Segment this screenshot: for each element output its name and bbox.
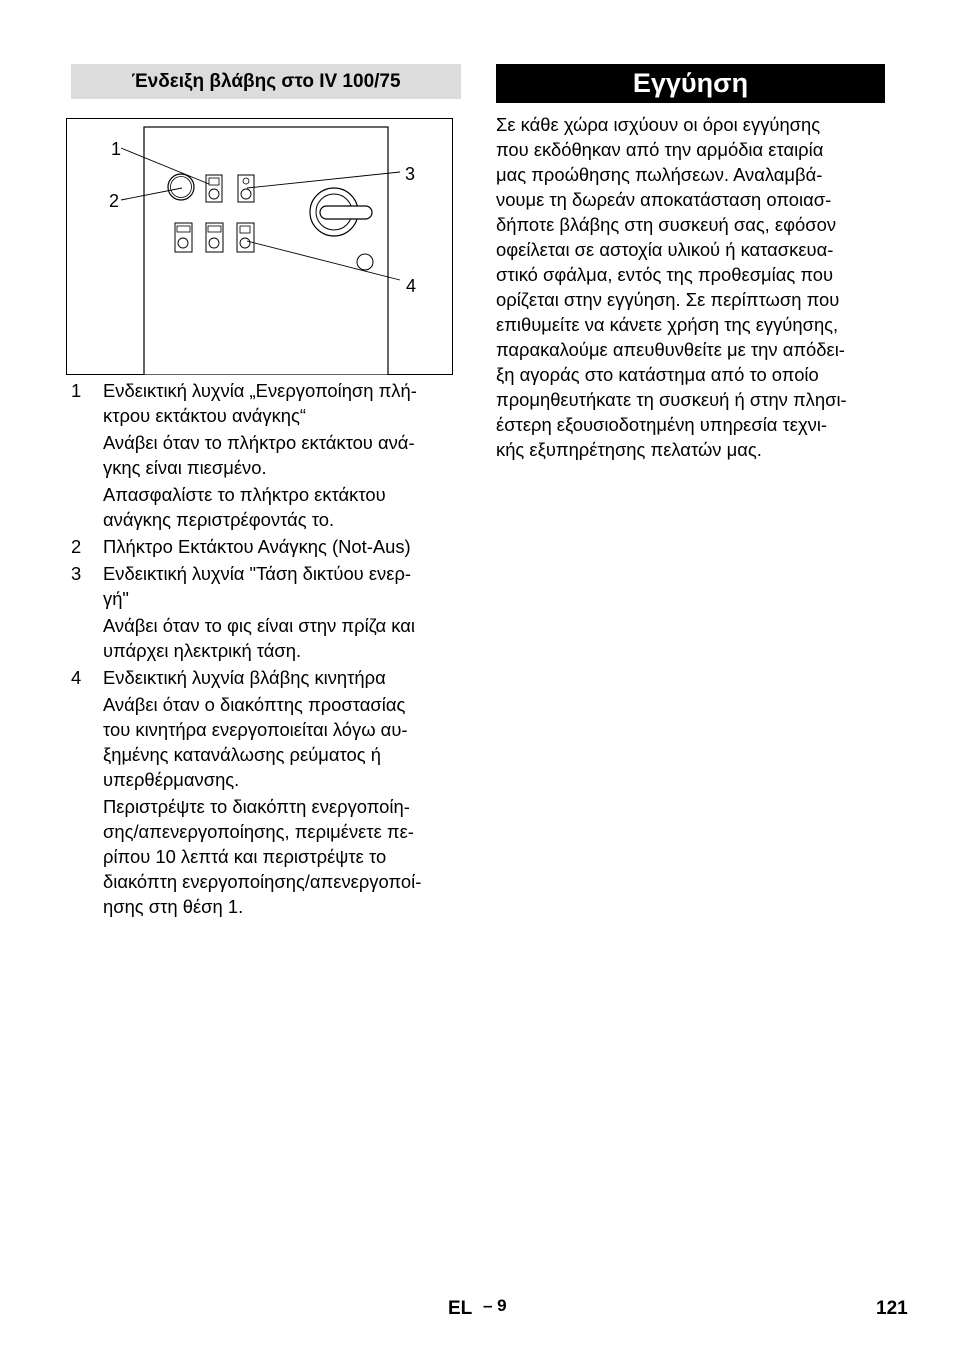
warranty-text: Σε κάθε χώρα ισχύουν οι όροι εγγύησης που εκδόθηκαν από την αρμόδια εταιρία μας προώθησης πωλήσεων. Αναλαμβά- νουμε τη δωρεάν αποκατάσταση οποιασ- δήποτε βλάβης στη συσκευή σας, εφόσον οφείλεται σε αστοχία υλικού ή κατασκευα- στικό σφάλμα, εντός της προθεσμίας που ορίζεται στην εγγύηση. Σε περίπτωση που επιθυμείτε να κάνετε χρήση της εγγύησης, παρακαλούμε απευθυνθείτε με την απόδει- ξη αγοράς στο κατάστημα από το οποίο προμηθευτήκατε τη συσκευή ή στην πλησι- έστερη εξουσιοδοτημένη υπηρεσία τεχνι- κής εξυπηρέτησης πελατών μας. xyxy=(496,114,847,460)
callout-label-3: 3 xyxy=(405,164,416,184)
section-heading-fault-indicator: Ένδειξη βλάβης στο IV 100/75 xyxy=(71,64,461,99)
legend-text: Απασφαλίστε το πλήκτρο εκτάκτου ανάγκης περιστρέφοντάς το. xyxy=(103,484,386,530)
legend-item-3 xyxy=(71,561,463,663)
legend-title: Πλήκτρο Εκτάκτου Ανάγκης (Not-Aus) xyxy=(103,536,411,557)
legend-text: Ανάβει όταν ο διακόπτης προστασίας του κινητήρα ενεργοποιείται λόγω αυ- ξημένης κατανάλωσης ρεύματος ή υπερθέρμανσης. xyxy=(103,694,408,790)
page-number: 121 xyxy=(876,1298,908,1319)
footer-section-page: – 9 xyxy=(483,1296,507,1315)
legend-item-4 xyxy=(71,665,463,919)
legend-text: Περιστρέψτε το διακόπτη ενεργοποίη- σης/απενεργοποίησης, περιμένετε πε- ρίπου 10 λεπτά και περιστρέψτε το διακόπτη ενεργοποίησης/απενεργοποί- ησης στη θέση 1. xyxy=(103,796,422,917)
legend-item-1 xyxy=(71,378,463,532)
emergency-stop-button-icon xyxy=(168,174,194,200)
section-heading-warranty: Εγγύηση xyxy=(496,64,885,103)
legend-title: Ενδεικτική λυχνία „Ενεργοποίηση πλή- κτρου εκτάκτου ανάγκης“ xyxy=(103,380,417,426)
small-lamp-icon xyxy=(357,254,373,270)
legend-number: 1 xyxy=(71,380,82,401)
mains-voltage-lamp-icon xyxy=(238,175,254,202)
callout-label-1: 1 xyxy=(111,139,122,159)
legend-title: Ενδεικτική λυχνία βλάβης κινητήρα xyxy=(103,667,386,688)
panel-lamp-icon xyxy=(206,223,223,252)
legend-list xyxy=(71,378,463,921)
legend-text: Ανάβει όταν το φις είναι στην πρίζα και υπάρχει ηλεκτρική τάση. xyxy=(103,615,415,661)
legend-number: 3 xyxy=(71,563,82,584)
callout-label-2: 2 xyxy=(109,191,120,211)
legend-item-2 xyxy=(71,534,463,559)
legend-number: 2 xyxy=(71,536,82,557)
legend-text: Ανάβει όταν το πλήκτρο εκτάκτου ανά- γκης είναι πιεσμένο. xyxy=(103,432,415,478)
callout-label-4: 4 xyxy=(406,276,417,296)
legend-number: 4 xyxy=(71,667,82,688)
emergency-indicator-lamp-icon xyxy=(206,175,222,202)
control-panel-figure xyxy=(66,118,453,375)
footer-language: EL xyxy=(448,1298,473,1319)
motor-fault-lamp-icon xyxy=(237,223,254,252)
panel-lamp-icon xyxy=(175,223,192,252)
legend-title: Ενδεικτική λυχνία "Τάση δικτύου ενερ- γή" xyxy=(103,563,412,609)
